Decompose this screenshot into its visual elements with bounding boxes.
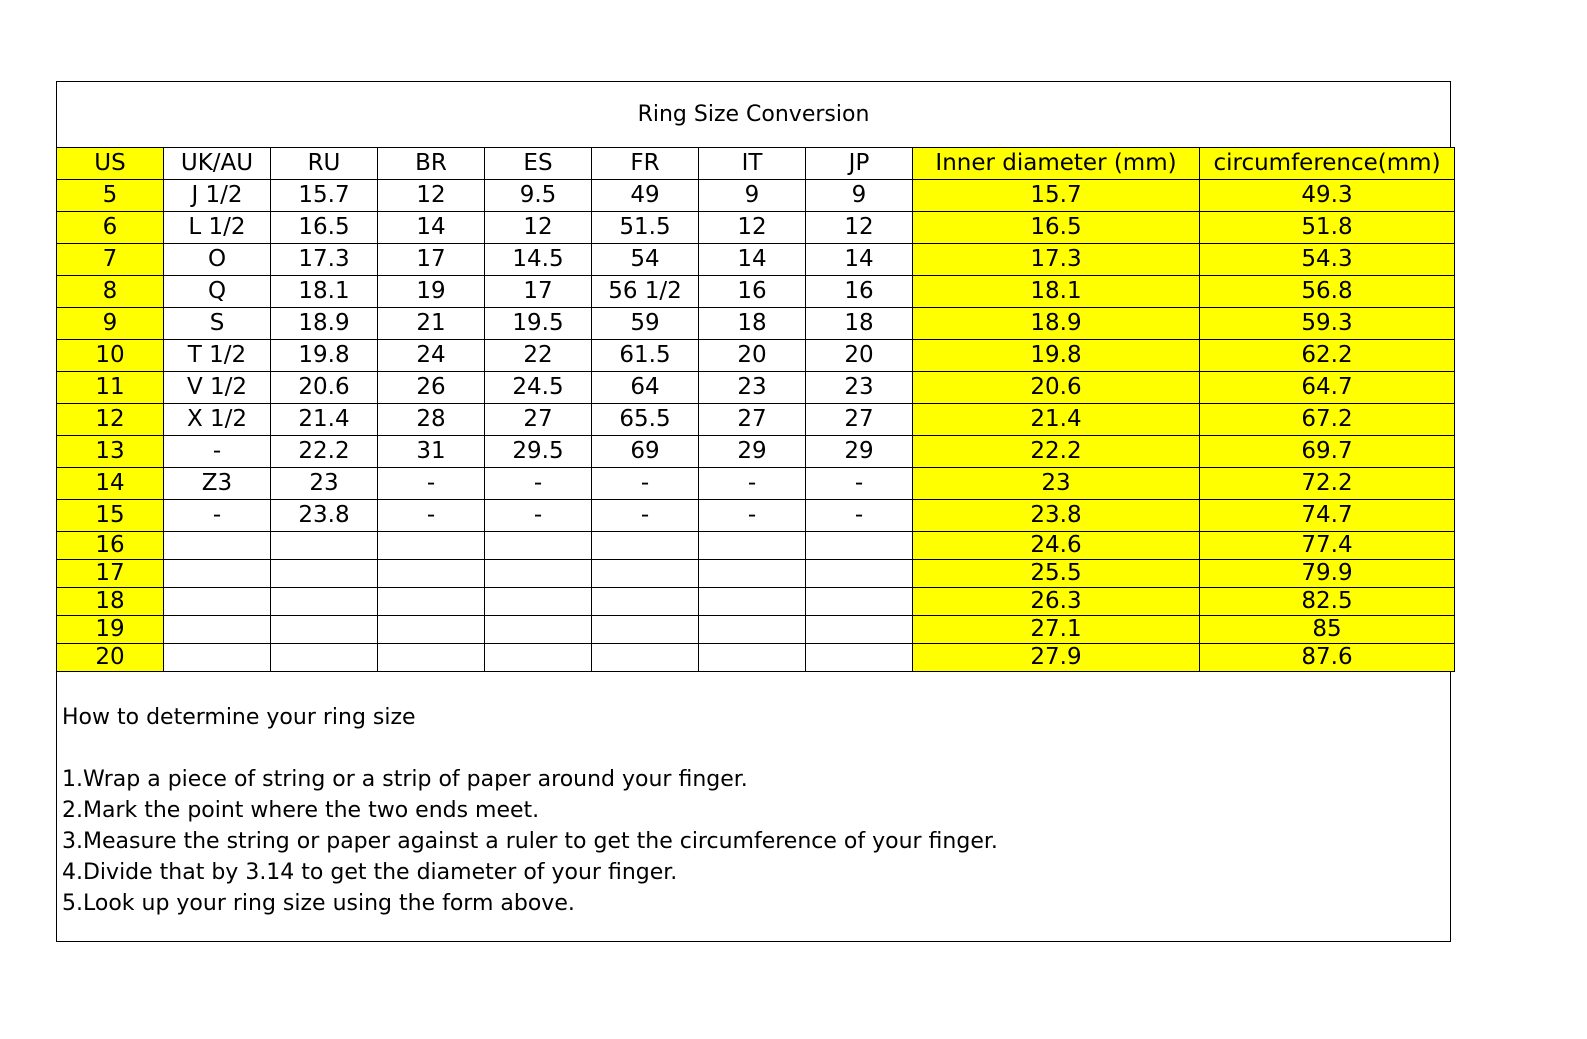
table-cell: 12: [806, 212, 913, 244]
table-cell: [592, 616, 699, 644]
table-cell: 16: [806, 276, 913, 308]
table-cell: 69.7: [1200, 436, 1455, 468]
table-cell: 29: [806, 436, 913, 468]
table-cell: 62.2: [1200, 340, 1455, 372]
table-row: [57, 644, 1455, 672]
table-cell: [164, 616, 271, 644]
table-cell: 5: [57, 180, 164, 212]
table-row: [57, 180, 1455, 212]
instructions: [62, 702, 998, 919]
table-cell: [806, 616, 913, 644]
instruction-step: 2.Mark the point where the two ends meet.: [62, 798, 540, 823]
table-cell: 16: [699, 276, 806, 308]
table-cell: 18: [806, 308, 913, 340]
table-cell: [592, 644, 699, 672]
table-row: [57, 616, 1455, 644]
table-cell: [271, 588, 378, 616]
table-cell: 17: [57, 560, 164, 588]
size-table: [56, 147, 1455, 672]
table-cell: 59: [592, 308, 699, 340]
table-cell: [592, 532, 699, 560]
table-cell: 13: [57, 436, 164, 468]
table-cell: 85: [1200, 616, 1455, 644]
table-cell: 28: [378, 404, 485, 436]
table-cell: -: [592, 500, 699, 532]
table-cell: 69: [592, 436, 699, 468]
table-cell: 17: [378, 244, 485, 276]
table-cell: 18: [699, 308, 806, 340]
table-cell: -: [699, 468, 806, 500]
table-cell: 49: [592, 180, 699, 212]
table-cell: [485, 532, 592, 560]
table-row: [57, 308, 1455, 340]
table-cell: [806, 588, 913, 616]
table-row: [57, 276, 1455, 308]
table-cell: -: [164, 436, 271, 468]
table-cell: 11: [57, 372, 164, 404]
column-header: ES: [485, 148, 592, 180]
table-cell: 18.9: [271, 308, 378, 340]
table-cell: J 1/2: [164, 180, 271, 212]
table-cell: 72.2: [1200, 468, 1455, 500]
table-cell: -: [485, 468, 592, 500]
table-cell: 16: [57, 532, 164, 560]
table-cell: -: [592, 468, 699, 500]
table-cell: 31: [378, 436, 485, 468]
table-cell: 12: [57, 404, 164, 436]
table-cell: 26.3: [913, 588, 1200, 616]
table-cell: 19.5: [485, 308, 592, 340]
table-row: [57, 244, 1455, 276]
table-cell: 65.5: [592, 404, 699, 436]
table-cell: 19.8: [271, 340, 378, 372]
table-cell: [164, 644, 271, 672]
column-header: IT: [699, 148, 806, 180]
table-cell: [271, 616, 378, 644]
table-cell: 14.5: [485, 244, 592, 276]
table-cell: -: [485, 500, 592, 532]
table-cell: 17: [485, 276, 592, 308]
table-cell: 24: [378, 340, 485, 372]
table-cell: 6: [57, 212, 164, 244]
table-cell: 23: [806, 372, 913, 404]
table-cell: [699, 532, 806, 560]
table-row: [57, 532, 1455, 560]
table-cell: 12: [485, 212, 592, 244]
table-cell: [164, 588, 271, 616]
instruction-step: 1.Wrap a piece of string or a strip of paper around your finger.: [62, 767, 748, 792]
table-cell: 23.8: [913, 500, 1200, 532]
table-cell: 18.1: [271, 276, 378, 308]
table-cell: 14: [699, 244, 806, 276]
table-cell: 18.1: [913, 276, 1200, 308]
table-cell: 14: [378, 212, 485, 244]
table-cell: [378, 616, 485, 644]
table-cell: Z3: [164, 468, 271, 500]
ring-size-chart: [56, 81, 1451, 942]
table-cell: 20.6: [913, 372, 1200, 404]
table-cell: 27: [699, 404, 806, 436]
table-cell: 10: [57, 340, 164, 372]
table-cell: 15.7: [913, 180, 1200, 212]
table-cell: 18.9: [913, 308, 1200, 340]
table-cell: 82.5: [1200, 588, 1455, 616]
table-cell: 9: [57, 308, 164, 340]
table-cell: 87.6: [1200, 644, 1455, 672]
table-cell: 49.3: [1200, 180, 1455, 212]
instruction-step: 3.Measure the string or paper against a ruler to get the circumference of your finger.: [62, 829, 998, 854]
table-cell: 79.9: [1200, 560, 1455, 588]
column-header: JP: [806, 148, 913, 180]
table-cell: Q: [164, 276, 271, 308]
table-cell: 54.3: [1200, 244, 1455, 276]
table-row: [57, 436, 1455, 468]
table-cell: 20: [57, 644, 164, 672]
table-cell: [485, 560, 592, 588]
instruction-step: 4.Divide that by 3.14 to get the diameter of your finger.: [62, 860, 678, 885]
column-header: UK/AU: [164, 148, 271, 180]
table-cell: -: [378, 500, 485, 532]
table-cell: 61.5: [592, 340, 699, 372]
table-cell: 24.5: [485, 372, 592, 404]
table-cell: [592, 560, 699, 588]
table-cell: 26: [378, 372, 485, 404]
instructions-steps: [62, 764, 998, 919]
table-cell: [699, 644, 806, 672]
table-cell: 56 1/2: [592, 276, 699, 308]
table-cell: 51.8: [1200, 212, 1455, 244]
table-cell: [806, 560, 913, 588]
column-header: US: [57, 148, 164, 180]
table-cell: 12: [699, 212, 806, 244]
table-cell: [592, 588, 699, 616]
table-cell: [806, 644, 913, 672]
table-cell: [378, 644, 485, 672]
table-cell: 27: [806, 404, 913, 436]
column-header: BR: [378, 148, 485, 180]
instruction-step: 5.Look up your ring size using the form above.: [62, 891, 575, 916]
table-cell: 16.5: [913, 212, 1200, 244]
table-cell: [485, 644, 592, 672]
table-cell: -: [378, 468, 485, 500]
table-cell: X 1/2: [164, 404, 271, 436]
table-cell: 74.7: [1200, 500, 1455, 532]
column-header: FR: [592, 148, 699, 180]
table-row: [57, 468, 1455, 500]
table-cell: 17.3: [271, 244, 378, 276]
table-cell: 21.4: [271, 404, 378, 436]
table-cell: -: [806, 468, 913, 500]
table-cell: 17.3: [913, 244, 1200, 276]
table-cell: -: [164, 500, 271, 532]
table-cell: 27: [485, 404, 592, 436]
table-cell: 22.2: [271, 436, 378, 468]
table-cell: [164, 532, 271, 560]
table-cell: 27.1: [913, 616, 1200, 644]
table-cell: 22: [485, 340, 592, 372]
table-cell: [378, 588, 485, 616]
table-cell: 14: [806, 244, 913, 276]
table-row: [57, 212, 1455, 244]
table-cell: T 1/2: [164, 340, 271, 372]
table-cell: V 1/2: [164, 372, 271, 404]
chart-title: Ring Size Conversion: [637, 102, 870, 127]
table-cell: 29.5: [485, 436, 592, 468]
table-cell: 9: [699, 180, 806, 212]
table-cell: [271, 644, 378, 672]
table-cell: 9.5: [485, 180, 592, 212]
table-cell: [699, 588, 806, 616]
table-cell: 14: [57, 468, 164, 500]
table-cell: 64: [592, 372, 699, 404]
table-cell: 29: [699, 436, 806, 468]
table-cell: 9: [806, 180, 913, 212]
table-cell: -: [699, 500, 806, 532]
table-cell: -: [806, 500, 913, 532]
table-cell: 19: [57, 616, 164, 644]
table-cell: 20: [806, 340, 913, 372]
table-cell: 59.3: [1200, 308, 1455, 340]
column-header: RU: [271, 148, 378, 180]
table-cell: 12: [378, 180, 485, 212]
table-cell: [485, 588, 592, 616]
table-cell: [271, 560, 378, 588]
table-cell: [271, 532, 378, 560]
table-cell: O: [164, 244, 271, 276]
table-row: [57, 340, 1455, 372]
table-cell: [699, 616, 806, 644]
table-cell: 22.2: [913, 436, 1200, 468]
table-cell: 7: [57, 244, 164, 276]
table-cell: 21.4: [913, 404, 1200, 436]
table-cell: 20.6: [271, 372, 378, 404]
table-cell: 56.8: [1200, 276, 1455, 308]
table-row: [57, 372, 1455, 404]
table-cell: 20: [699, 340, 806, 372]
table-cell: 54: [592, 244, 699, 276]
table-cell: 67.2: [1200, 404, 1455, 436]
table-cell: 24.6: [913, 532, 1200, 560]
instructions-title: How to determine your ring size: [62, 705, 416, 730]
table-cell: [378, 532, 485, 560]
table-row: [57, 404, 1455, 436]
header-row: [57, 148, 1455, 180]
table-cell: 77.4: [1200, 532, 1455, 560]
table-cell: 51.5: [592, 212, 699, 244]
table-cell: S: [164, 308, 271, 340]
table-cell: [378, 560, 485, 588]
table-cell: 15: [57, 500, 164, 532]
table-cell: [485, 616, 592, 644]
table-cell: 15.7: [271, 180, 378, 212]
table-cell: 23: [913, 468, 1200, 500]
table-cell: 64.7: [1200, 372, 1455, 404]
table-cell: 23: [699, 372, 806, 404]
table-row: [57, 500, 1455, 532]
table-row: [57, 588, 1455, 616]
table-cell: 25.5: [913, 560, 1200, 588]
table-cell: 19.8: [913, 340, 1200, 372]
table-cell: L 1/2: [164, 212, 271, 244]
table-cell: [164, 560, 271, 588]
table-cell: 21: [378, 308, 485, 340]
table-cell: 18: [57, 588, 164, 616]
table-cell: [699, 560, 806, 588]
table-cell: 27.9: [913, 644, 1200, 672]
table-cell: 23.8: [271, 500, 378, 532]
table-cell: 23: [271, 468, 378, 500]
table-cell: 8: [57, 276, 164, 308]
table-cell: 16.5: [271, 212, 378, 244]
column-header: Inner diameter (mm): [913, 148, 1200, 180]
column-header: circumference(mm): [1200, 148, 1455, 180]
table-row: [57, 560, 1455, 588]
table-cell: [806, 532, 913, 560]
table-cell: 19: [378, 276, 485, 308]
